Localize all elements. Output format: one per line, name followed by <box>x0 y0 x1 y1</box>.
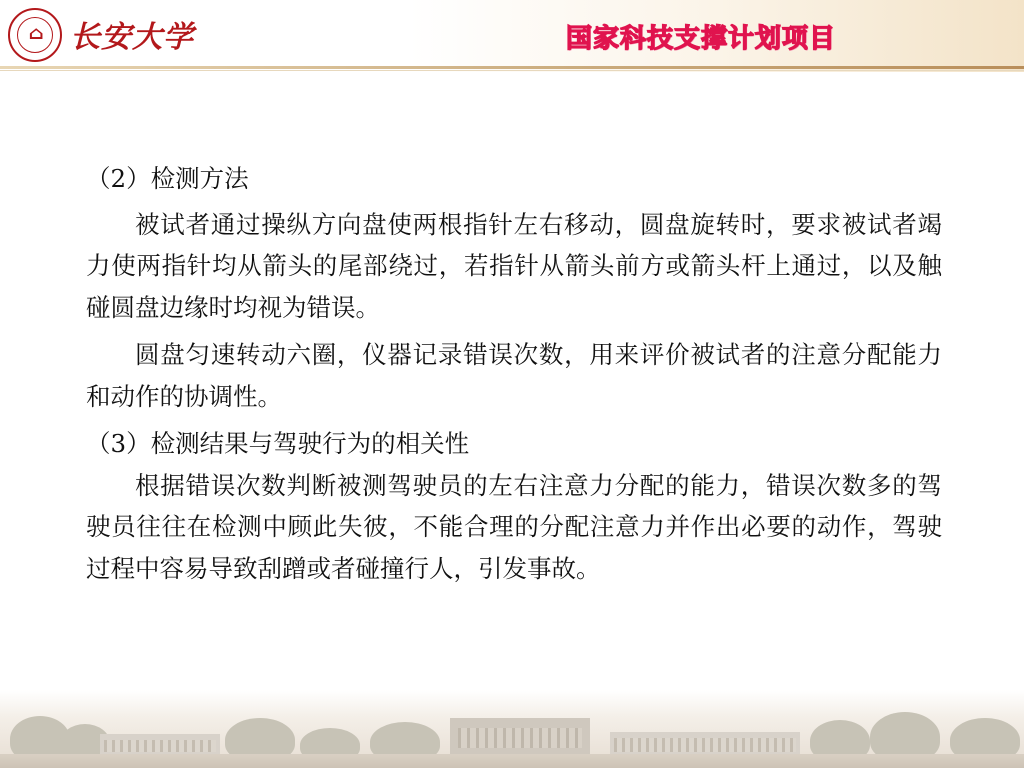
campus-building-main <box>450 718 590 758</box>
project-title: 国家科技支撑计划项目 <box>566 24 837 54</box>
header-divider <box>0 66 1024 69</box>
header-divider-thin <box>0 70 1024 71</box>
university-logo-text: 长安大学 <box>70 20 194 55</box>
paragraph-method-scoring: 圆盘匀速转动六圈，仪器记录错误次数，用来评价被试者的注意分配能力和动作的协调性。 <box>86 340 942 411</box>
university-seal-icon <box>8 8 62 62</box>
seal-inner-ring <box>17 17 53 53</box>
section-heading-detection-method: （2）检测方法 <box>86 164 249 193</box>
paragraph-method-description: 被试者通过操纵方向盘使两根指针左右移动，圆盘旋转时，要求被试者竭力使两指针均从箭头的尾部绕过，若指针从箭头前方或箭头杆上通过，以及触碰圆盘边缘时均视为错误。 <box>86 209 942 322</box>
ground-strip <box>0 754 1024 768</box>
campus-footer-image <box>0 690 1024 768</box>
slide-body <box>86 158 942 595</box>
paragraph-correlation: 根据错误次数判断被测驾驶员的左右注意力分配的能力，错误次数多的驾驶员往往在检测中顾此失彼，不能合理的分配注意力并作出必要的动作，驾驶过程中容易导致刮蹭或者碰撞行人，引发事故。 <box>86 470 942 583</box>
section-heading-correlation: （3）检测结果与驾驶行为的相关性 <box>86 429 470 458</box>
slide-header <box>0 0 1024 72</box>
seal-gate-icon: ⌂ <box>28 23 44 44</box>
